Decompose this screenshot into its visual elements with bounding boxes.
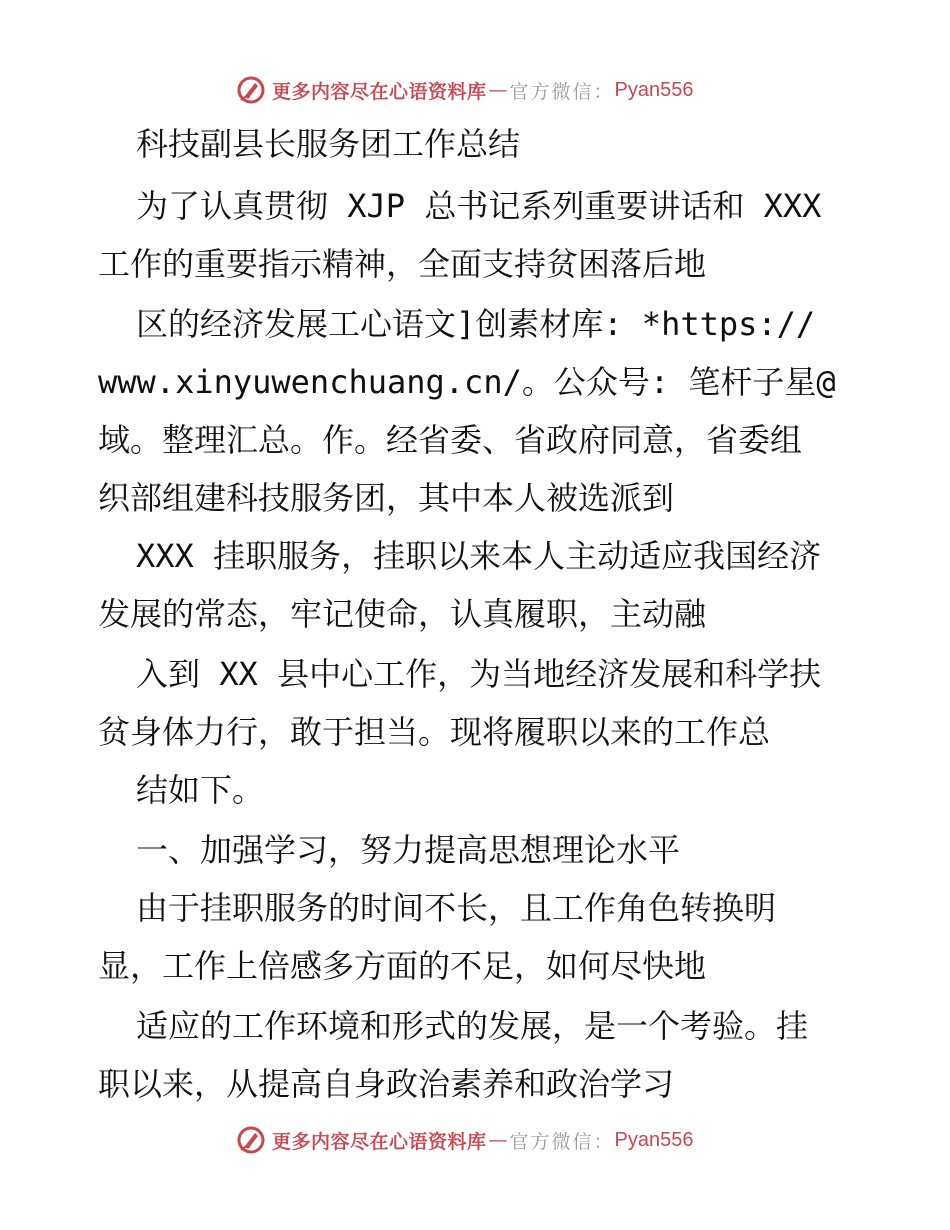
text-line: 域。整理汇总。作。经省委、省政府同意，省委组: [98, 421, 803, 459]
text-line: 显，工作上倍感多方面的不足，如何尽快地: [98, 947, 707, 985]
watermark-text: 更多内容尽在心语资料库: [272, 1130, 487, 1153]
text-line: 发展的常态，牢记使命，认真履职，主动融: [98, 595, 707, 633]
watermark-wechat-id: Pyan556: [614, 1128, 694, 1151]
watermark-text: 更多内容尽在心语资料库: [272, 80, 487, 103]
text-line: 织部组建科技服务团，其中本人被选派到: [98, 479, 675, 517]
watermark-dash: —: [488, 1129, 508, 1151]
text-line: 工作的重要指示精神，全面支持贫困落后地: [98, 245, 707, 283]
section-heading: 一、加强学习，努力提高思想理论水平: [136, 831, 681, 869]
watermark-official-label: 官方微信：: [509, 80, 615, 103]
footer-watermark: [236, 1120, 694, 1160]
text-line: 区的经济发展工心语文]创素材库: *https://: [136, 305, 816, 343]
pen-logo-icon: [236, 75, 266, 105]
watermark-official-label: 官方微信：: [509, 1130, 615, 1153]
text-line: 结如下。: [136, 771, 265, 809]
text-line: 入到 XX 县中心工作，为当地经济发展和科学扶: [136, 655, 822, 693]
pen-logo-icon: [236, 1125, 266, 1155]
watermark-dash: —: [488, 79, 508, 101]
header-watermark: [236, 70, 694, 110]
text-line: 职以来，从提高自身政治素养和政治学习: [98, 1065, 675, 1103]
text-line: 贫身体力行，敢于担当。现将履职以来的工作总: [98, 713, 771, 751]
text-line: 由于挂职服务的时间不长，且工作角色转换明: [136, 889, 777, 927]
text-line: 适应的工作环境和形式的发展，是一个考验。挂: [136, 1007, 809, 1045]
document-title: 科技副县长服务团工作总结: [136, 125, 521, 163]
text-line: 为了认真贯彻 XJP 总书记系列重要讲话和 XXX: [136, 187, 822, 225]
text-line: XXX 挂职服务，挂职以来本人主动适应我国经济: [136, 537, 822, 575]
watermark-wechat-id: Pyan556: [614, 78, 694, 101]
text-line: www.xinyuwenchuang.cn/。公众号: 笔杆子星@: [98, 363, 836, 401]
